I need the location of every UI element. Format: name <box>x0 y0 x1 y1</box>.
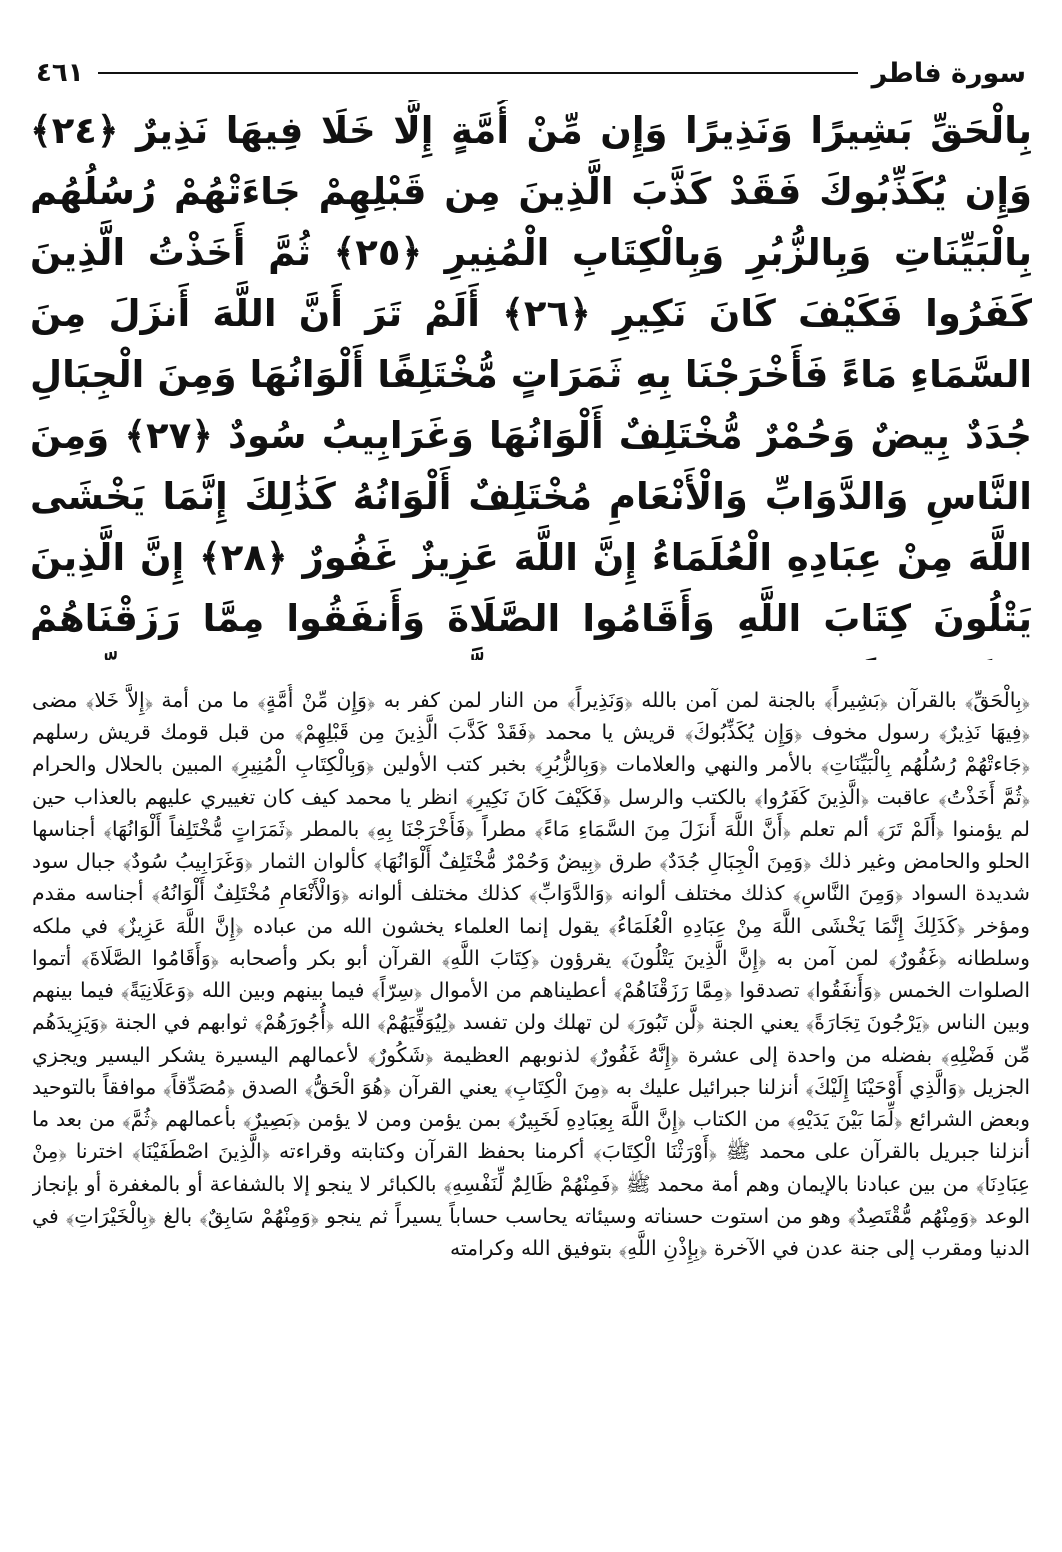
tafsir-block <box>32 684 1030 1532</box>
quran-verses: بِالْحَقِّ بَشِيرًا وَنَذِيرًا وَإِن مِّنْ أُمَّةٍ إِلَّا خَلَا فِيهَا نَذِيرٌ ﴿٢٤﴾ وَإِن يُكَذِّبُوكَ فَقَدْ كَذَّبَ الَّذِينَ مِن قَبْلِهِمْ جَاءَتْهُمْ رُسُلُهُم بِالْبَيِّنَاتِ وَبِالزُّبُرِ وَبِالْكِتَابِ الْمُنِيرِ ﴿٢٥﴾ ثُمَّ أَخَذْتُ الَّذِينَ كَفَرُوا فَكَيْفَ كَانَ نَكِيرِ ﴿٢٦﴾ أَلَمْ تَرَ أَنَّ اللَّهَ أَنزَلَ مِنَ السَّمَاءِ مَاءً فَأَخْرَجْنَا بِهِ ثَمَرَاتٍ مُّخْتَلِفًا أَلْوَانُهَا وَمِنَ الْجِبَالِ جُدَدٌ بِيضٌ وَحُمْرٌ مُّخْتَلِفٌ أَلْوَانُهَا وَغَرَابِيبُ سُودٌ ﴿٢٧﴾ وَمِنَ النَّاسِ وَالدَّوَابِّ وَالْأَنْعَامِ مُخْتَلِفٌ أَلْوَانُهُ كَذَٰلِكَ إِنَّمَا يَخْشَى اللَّهَ مِنْ عِبَادِهِ الْعُلَمَاءُ إِنَّ اللَّهَ عَزِيزٌ غَفُورٌ ﴿٢٨﴾ إِنَّ الَّذِينَ يَتْلُونَ كِتَابَ اللَّهِ وَأَقَامُوا الصَّلَاةَ وَأَنفَقُوا مِمَّا رَزَقْنَاهُمْ <box>30 109 1032 641</box>
page-header <box>36 50 1026 96</box>
page-number: ٤٦١ <box>36 58 84 88</box>
tafsir-text: ﴿بِالْحَقِّ﴾ بالقرآن ﴿بَشِيراً﴾ بالجنة لمن آمن بالله ﴿وَنَذِيراً﴾ من النار لمن كفر به ﴿وَإِن مِّنْ أُمَّةٍ﴾ ما من أمة ﴿إِلاَّ خَلا﴾ مضى ﴿فِيهَا نَذِيرٌ﴾ رسول مخوف ﴿وَإِن يُكَذِّبُوكَ﴾ قريش يا محمد ﴿فَقَدْ كَذَّبَ الَّذِينَ مِن قَبْلِهِمْ﴾ من قبل قومك قريش رسلهم ﴿جَاءتْهُمْ رُسُلُهُم بِالْبَيِّنَاتِ﴾ بالأمر والنهي والعلامات ﴿وَبِالزُّبُرِ﴾ بخبر كتب الأولين ﴿وَبِالْكِتَابِ الْمُنِيرِ﴾ المبين بالحلال والحرام ﴿ثُمَّ أَخَذْتُ﴾ عاقبت ﴿الَّذِينَ كَفَرُوا﴾ بالكتب والرسل ﴿فَكَيْفَ كَانَ نَكِيرِ﴾ انظر يا محمد كيف كان تغييري عليهم بالعذاب حين لم يؤمنوا ﴿أَلَمْ تَرَ﴾ ألم تعلم ﴿أَنَّ اللَّهَ أَنزَلَ مِنَ السَّمَاءِ مَاءً﴾ مطراً ﴿فَأَخْرَجْنَا بِهِ﴾ بالمطر ﴿ثَمَرَاتٍ مُّخْتَلِفاً أَلْوَانُهَا﴾ أجناسها الحلو والحامض وغير ذلك ﴿وَمِنَ الْجِبَالِ جُدَدٌ﴾ طرق ﴿بِيضٌ وَحُمْرٌ مُّخْتَلِفٌ أَلْوَانُهَا﴾ كألوان الثمار ﴿وَغَرَابِيبُ سُودٌ﴾ جبال سود شديدة السواد ﴿وَمِنَ النَّاسِ﴾ كذلك مختلف ألوانه ﴿وَالدَّوَابِّ﴾ كذلك مختلف ألوانه ﴿وَالْأَنْعَامِ مُخْتَلِفٌ أَلْوَانُهُ﴾ أجناسه مقدم ومؤخر ﴿كَذَلِكَ إِنَّمَا يَخْشَى اللَّهَ مِنْ عِبَادِهِ الْعُلَمَاءُ﴾ يقول إنما العلماء يخشون الله من عباده ﴿إِنَّ اللَّهَ عَزِيزٌ﴾ في ملكه وسلطانه ﴿غَفُورٌ﴾ لمن آمن به ﴿إِنَّ الَّذِينَ يَتْلُونَ﴾ يقرؤون ﴿كِتَابَ اللَّهِ﴾ القرآن أبو بكر وأصحابه ﴿وَأَقَامُوا الصَّلَاةَ﴾ أتموا الصلوات الخمس ﴿وَأَنفَقُوا﴾ تصدقوا ﴿مِمَّا رَزَقْنَاهُمْ﴾ أعطيناهم من الأموال ﴿سِرّاً﴾ فيما بينهم وبين الله ﴿وَعَلَانِيَةً﴾ فيما بينهم وبين الناس ﴿يَرْجُونَ تِجَارَةً﴾ يعني الجنة ﴿لَّن تَبُورَ﴾ لن تهلك ولن تفسد ﴿لِيُوَفِّيَهُمْ﴾ الله ﴿أُجُورَهُمْ﴾ ثوابهم في الجنة ﴿وَيَزِيدَهُم مِّن فَضْلِهِ﴾ بفضله من واحدة إلى عشرة ﴿إِنَّهُ غَفُورٌ﴾ لذنوبهم العظيمة ﴿شَكُورٌ﴾ لأعمالهم اليسيرة يشكر اليسير ويجزي الجزيل ﴿وَالَّذِي أَوْحَيْنَا إِلَيْكَ﴾ أنزلنا جبرائيل عليك به ﴿مِنَ الْكِتَابِ﴾ يعني القرآن ﴿هُوَ الْحَقُّ﴾ الصدق ﴿مُصَدِّقاً﴾ موافقاً بالتوحيد وبعض الشرائع ﴿لِّمَا بَيْنَ يَدَيْهِ﴾ من الكتاب ﴿إِنَّ اللَّهَ بِعِبَادِهِ لَخَبِيرٌ﴾ بمن يؤمن ومن لا يؤمن ﴿بَصِيرٌ﴾ بأعمالهم ﴿ثُمَّ﴾ من بعد ما أنزلنا جبريل بالقرآن على محمد ﷺ ﴿أَوْرَثْنَا الْكِتَابَ﴾ أكرمنا بحفظ القرآن وكتابته وقراءته ﴿الَّذِينَ اصْطَفَيْنَا﴾ اخترنا ﴿مِنْ عِبَادِنَا﴾ من بين عبادنا بالإيمان وهم أمة محمد ﷺ ﴿فَمِنْهُمْ ظَالِمٌ لِّنَفْسِهِ﴾ بالكبائر لا ينجو إلا بالشفاعة أو بالمغفرة أو بإنجاز الوعد ﴿وَمِنْهُم مُّقْتَصِدٌ﴾ وهو من استوت حسناته وسيئاته يحاسب حساباً يسيراً ثم ينجو ﴿وَمِنْهُمْ سَابِقٌ﴾ بالغ ﴿بِالْخَيْرَاتِ﴾ في الدنيا ومقرب إلى جنة عدن في الآخرة ﴿بِإِذْنِ اللَّهِ﴾ بتوفيق الله وكرامته <box>32 688 1030 1260</box>
header-divider <box>98 72 858 74</box>
quran-text-block <box>30 100 1032 660</box>
surah-title: سورة فاطر <box>871 57 1026 89</box>
